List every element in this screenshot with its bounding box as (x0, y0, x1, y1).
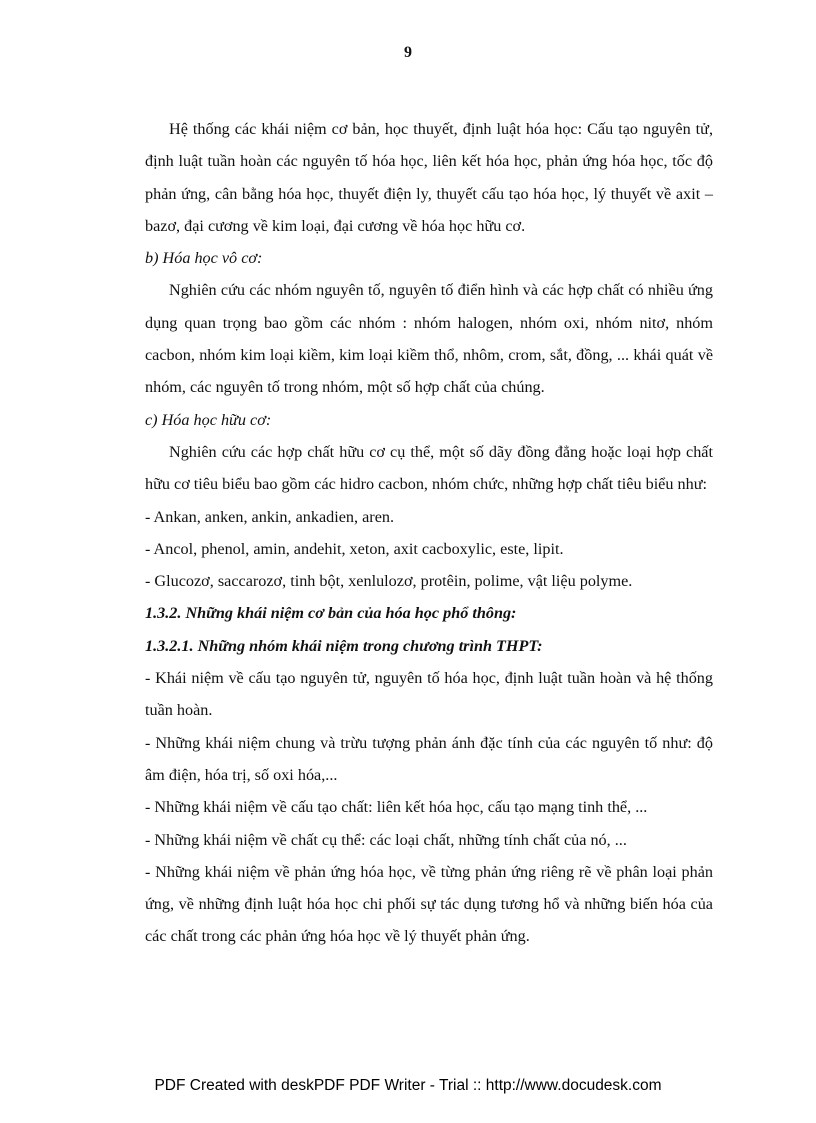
intro-paragraph: Hệ thống các khái niệm cơ bản, học thuyết, định luật hóa học: Cấu tạo nguyên tử, định luật tuần hoàn các nguyên tố hóa học, liên kết hóa học, phản ứng hóa học, tốc độ phản ứng, cân bằng hóa học, thuyết điện ly, thuyết cấu tạo hóa học, lý thuyết về axit – bazơ, đại cương về kim loại, đại cương về hóa học hữu cơ. (145, 120, 713, 235)
pdf-watermark-footer: PDF Created with deskPDF PDF Writer - Trial :: http://www.docudesk.com (154, 1077, 662, 1094)
list-item: - Những khái niệm về cấu tạo chất: liên kết hóa học, cấu tạo mạng tinh thể, ... (145, 798, 648, 817)
section-b-heading: b) Hóa học vô cơ: (145, 249, 263, 268)
section-b-body: Nghiên cứu các nhóm nguyên tố, nguyên tố điển hình và các hợp chất có nhiều ứng dụng quan trọng bao gồm các nhóm : nhóm halogen, nhóm oxi, nhóm nitơ, nhóm cacbon, nhóm kim loại kiềm, kim loại kiềm thổ, nhôm, crom, sắt, đồng, ... khái quát về nhóm, các nguyên tố trong nhóm, một số hợp chất của chúng. (145, 281, 713, 397)
section-c-heading: c) Hóa học hữu cơ: (145, 410, 272, 429)
page-number: 9 (404, 44, 412, 61)
list-item: - Những khái niệm chung và trừu tượng phản ánh đặc tính của các nguyên tố như: độ âm điện, hóa trị, số oxi hóa,... (145, 733, 713, 784)
document-body (145, 113, 713, 953)
section-c-body: Nghiên cứu các hợp chất hữu cơ cụ thể, một số dãy đồng đẳng hoặc loại hợp chất hữu cơ tiêu biểu bao gồm các hidro cacbon, nhóm chức, những hợp chất tiêu biểu như: (145, 442, 713, 494)
list-item: - Glucozơ, saccarozơ, tinh bột, xenlulozơ, protêin, polime, vật liệu polyme. (145, 572, 633, 591)
list-item: - Những khái niệm về chất cụ thể: các loại chất, những tính chất của nó, ... (145, 830, 627, 849)
section-132-heading: 1.3.2. Những khái niệm cơ bản của hóa học phổ thông: (145, 604, 517, 623)
list-item: - Ankan, anken, ankin, ankadien, aren. (145, 507, 395, 526)
section-1321-subheading: 1.3.2.1. Những nhóm khái niệm trong chương trình THPT: (145, 636, 543, 655)
list-item: - Ancol, phenol, amin, andehit, xeton, axit cacboxylic, este, lipit. (145, 539, 564, 558)
list-item: - Những khái niệm về phản ứng hóa học, về từng phản ứng riêng rẽ về phân loại phản ứng, về những định luật hóa học chi phối sự tác dụng tương hổ và những biến hóa của các chất trong các phản ứng hóa học về lý thuyết phản ứng. (145, 862, 713, 946)
list-item: - Khái niệm về cấu tạo nguyên tử, nguyên tố hóa học, định luật tuần hoàn và hệ thống tuần hoàn. (145, 669, 713, 720)
